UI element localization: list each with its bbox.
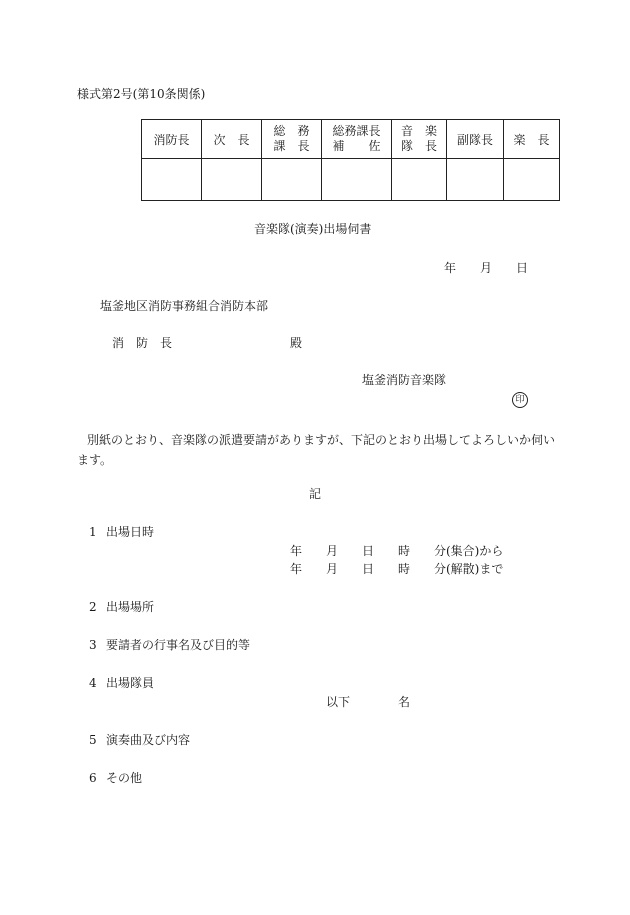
datetime-start-line: 年 月 日 時 分(集合)から	[290, 544, 504, 558]
body-text: 別紙のとおり、音楽隊の派遣要請がありますが、下記のとおり出場してよろしいか伺います。	[77, 433, 556, 467]
item-4-number: 4	[89, 676, 97, 690]
header-vice-leader: 副隊長	[447, 120, 504, 159]
header-general-affairs-assistant: 総務課長 補 佐	[322, 120, 392, 159]
header-band-leader: 音 楽 隊 長	[392, 120, 447, 159]
header-deputy-chief: 次 長	[202, 120, 262, 159]
members-count-line: 以下 名	[326, 695, 411, 709]
addressee-organization: 塩釜地区消防事務組合消防本部	[100, 299, 269, 313]
item-3-label: 要請者の行事名及び目的等	[106, 638, 251, 652]
seal-mark: 印	[512, 392, 528, 408]
item-2-label: 出場場所	[106, 600, 155, 614]
item-1-label: 出場日時	[106, 525, 155, 539]
honorific: 殿	[290, 336, 303, 350]
header-fire-chief: 消防長	[142, 120, 202, 159]
item-5-label: 演奏曲及び内容	[106, 733, 191, 747]
datetime-end-line: 年 月 日 時 分(解散)まで	[290, 562, 504, 576]
document-title: 音楽隊(演奏)出場伺書	[254, 222, 372, 236]
item-6-label: その他	[106, 771, 143, 785]
stamp-box[interactable]	[392, 159, 447, 201]
stamp-box[interactable]	[322, 159, 392, 201]
addressee-title: 消 防 長	[112, 336, 173, 350]
stamp-box[interactable]	[447, 159, 504, 201]
item-5-number: 5	[89, 733, 97, 747]
stamp-box[interactable]	[142, 159, 202, 201]
header-general-affairs-manager: 総 務 課 長	[262, 120, 322, 159]
stamp-box[interactable]	[504, 159, 560, 201]
approval-stamp-row	[142, 159, 560, 201]
approval-header-row	[142, 120, 560, 159]
approval-stamp-table	[141, 119, 560, 201]
item-4-label: 出場隊員	[106, 676, 155, 690]
item-3-number: 3	[89, 638, 97, 652]
stamp-box[interactable]	[262, 159, 322, 201]
date-line: 年 月 日	[444, 261, 529, 275]
item-1-number: 1	[89, 525, 97, 539]
sender-name: 塩釜消防音楽隊	[362, 373, 447, 387]
header-bandmaster: 楽 長	[504, 120, 560, 159]
item-2-number: 2	[89, 600, 97, 614]
stamp-box[interactable]	[202, 159, 262, 201]
ki-heading: 記	[309, 487, 322, 501]
item-6-number: 6	[89, 771, 97, 785]
form-label: 様式第2号(第10条関係)	[77, 87, 206, 101]
